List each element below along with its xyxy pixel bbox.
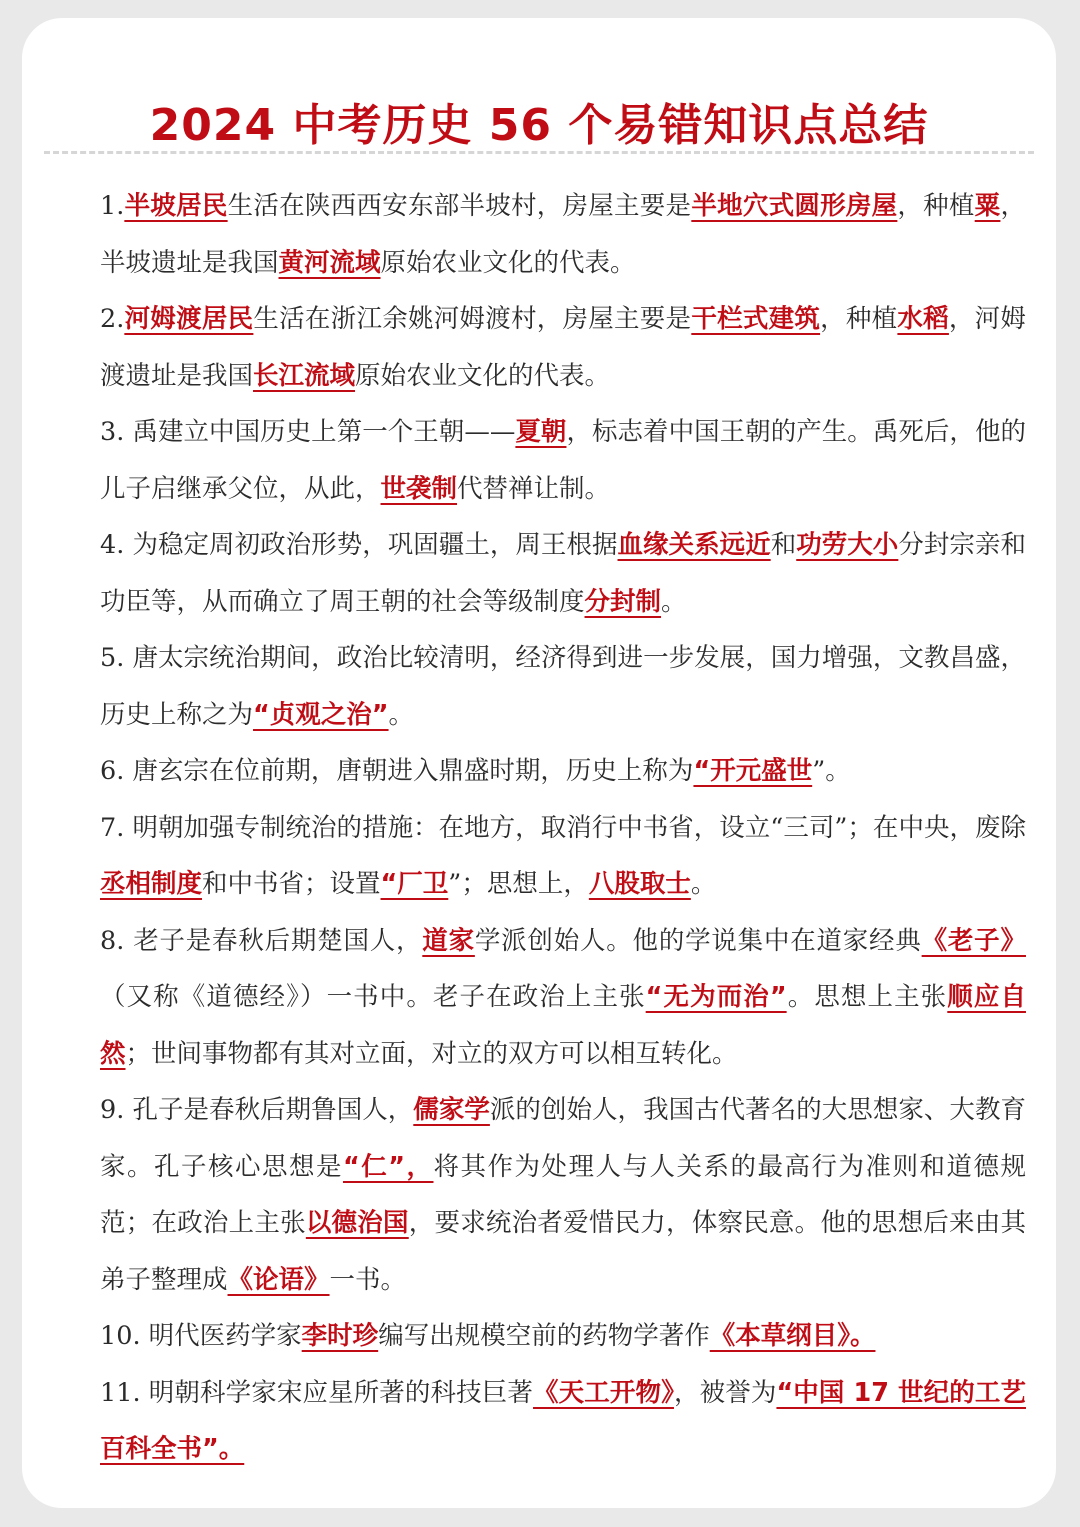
key-term: 粟 (974, 191, 1001, 221)
key-term: 水稻 (897, 304, 949, 334)
item-text: 3. 禹建立中国历史上第一个王朝—— (100, 417, 516, 447)
knowledge-item (100, 800, 1026, 913)
key-term: 半坡居民 (124, 191, 228, 221)
item-text: 派的创始人，我国古代著名的大思想家、大教育家。孔子核心思想是 (100, 1095, 1026, 1182)
knowledge-item (100, 178, 1026, 291)
key-term: 《本草纲目》。 (709, 1321, 876, 1351)
key-term: 长江流域 (253, 360, 356, 391)
item-text: 4. 为稳定周初政治形势，巩固疆土，周王根据 (100, 530, 618, 560)
knowledge-item (100, 291, 1026, 404)
item-text: 和 (770, 530, 797, 560)
key-term: “仁”， (342, 1151, 434, 1182)
item-text: ，半坡遗址是我国 (100, 191, 1026, 278)
knowledge-item (100, 1308, 1026, 1365)
item-text: ，河姆渡遗址是我国 (100, 304, 1026, 391)
item-text: 和中书省；设置 (202, 869, 381, 899)
key-term: 《论语》 (227, 1264, 330, 1295)
item-text: 10. 明代医药学家 (100, 1321, 302, 1351)
knowledge-item (100, 743, 1026, 800)
key-term: 《老子》 (921, 925, 1026, 956)
key-term: 《天工开物》 (533, 1377, 674, 1408)
key-term: 八股取士 (588, 869, 691, 899)
knowledge-item (100, 1082, 1026, 1308)
key-term: 干栏式建筑 (691, 304, 821, 334)
knowledge-item (100, 913, 1026, 1083)
item-text: 。思想上主张 (786, 982, 948, 1012)
knowledge-list (100, 178, 1026, 1478)
key-term: 黄河流域 (278, 247, 381, 278)
key-term: “贞观之治” (253, 699, 389, 730)
knowledge-item (100, 1365, 1026, 1478)
item-text: ；世间事物都有其对立面，对立的双方可以相互转化。 (125, 1038, 738, 1069)
key-term: “中国 17 世纪的工艺百科全书”。 (100, 1377, 1026, 1464)
key-term: 儒家学 (413, 1095, 490, 1125)
item-text: 8. 老子是春秋后期楚国人， (100, 925, 423, 956)
item-text: ，要求统治者爱惜民力，体察民意。他的思想后来由其弟子整理成 (100, 1208, 1026, 1295)
item-text: 将其作为处理人与人关系的最高行为准则和道德规范；在政治上主张 (100, 1151, 1026, 1238)
key-term: 道家 (422, 925, 475, 956)
key-term: 血缘关系远近 (617, 530, 771, 560)
item-text: 5. 唐太宗统治期间，政治比较清明，经济得到进一步发展，国力增强，文教昌盛，历史上称之为 (100, 643, 1026, 730)
key-term: 世袭制 (380, 473, 458, 504)
item-text: ”。 (812, 756, 851, 786)
item-text: ，种植 (897, 191, 975, 221)
item-text: 。 (690, 869, 717, 899)
item-text: 原始农业文化的代表。 (380, 247, 636, 278)
key-term: “无为而治” (645, 982, 787, 1012)
item-text: 7. 明朝加强专制统治的措施：在地方，取消行中书省，设立“三司”；在中央，废除 (100, 812, 1026, 843)
item-text: ”；思想上， (448, 869, 589, 899)
key-term: 李时珍 (301, 1321, 379, 1351)
item-text: 生活在浙江余姚河姆渡村，房屋主要是 (253, 304, 692, 334)
item-text: 编写出规模空前的药物学著作 (378, 1321, 710, 1351)
key-term: 半地穴式圆形房屋 (691, 191, 898, 221)
key-term: 河姆渡居民 (124, 304, 254, 334)
item-text: 。 (388, 699, 415, 730)
document-card (22, 18, 1056, 1508)
item-text: 。 (661, 586, 687, 617)
item-text: 学派创始人。他的学说集中在道家经典 (474, 925, 922, 956)
item-text: （又称《道德经》）一书中。老子在政治上主张 (100, 982, 646, 1012)
item-text: 11. 明朝科学家宋应星所著的科技巨著 (100, 1377, 534, 1408)
title-divider (44, 151, 1034, 154)
knowledge-item (100, 630, 1026, 743)
item-text: ，被誉为 (673, 1377, 777, 1408)
item-text: 一书。 (329, 1264, 407, 1295)
key-term: 功劳大小 (796, 530, 899, 560)
knowledge-item (100, 517, 1026, 630)
key-term: 夏朝 (515, 417, 567, 447)
item-text: 分封宗亲和功臣等，从而确立了周王朝的社会等级制度 (100, 530, 1026, 617)
key-term: 丞相制度 (100, 869, 203, 899)
key-term: 以德治国 (305, 1208, 409, 1238)
item-text: 原始农业文化的代表。 (355, 360, 611, 391)
item-text: 代替禅让制。 (457, 473, 611, 504)
item-text: 9. 孔子是春秋后期鲁国人， (100, 1095, 414, 1125)
page-title: 2024 中考历史 56 个易错知识点总结 (149, 100, 929, 151)
item-text: ，标志着中国王朝的产生。禹死后，他的儿子启继承父位，从此， (100, 417, 1026, 504)
item-text: 生活在陕西西安东部半坡村，房屋主要是 (227, 191, 692, 221)
key-term: 分封制 (584, 586, 662, 617)
key-term: “开元盛世 (693, 756, 813, 786)
item-text: 2. (100, 304, 125, 334)
knowledge-item (100, 404, 1026, 517)
key-term: “厂卫 (380, 869, 449, 899)
item-text: 1. (100, 191, 125, 221)
item-text: 6. 唐玄宗在位前期，唐朝进入鼎盛时期，历史上称为 (100, 756, 694, 786)
key-term: 顺应自然 (100, 982, 1026, 1069)
item-text: ，种植 (820, 304, 898, 334)
